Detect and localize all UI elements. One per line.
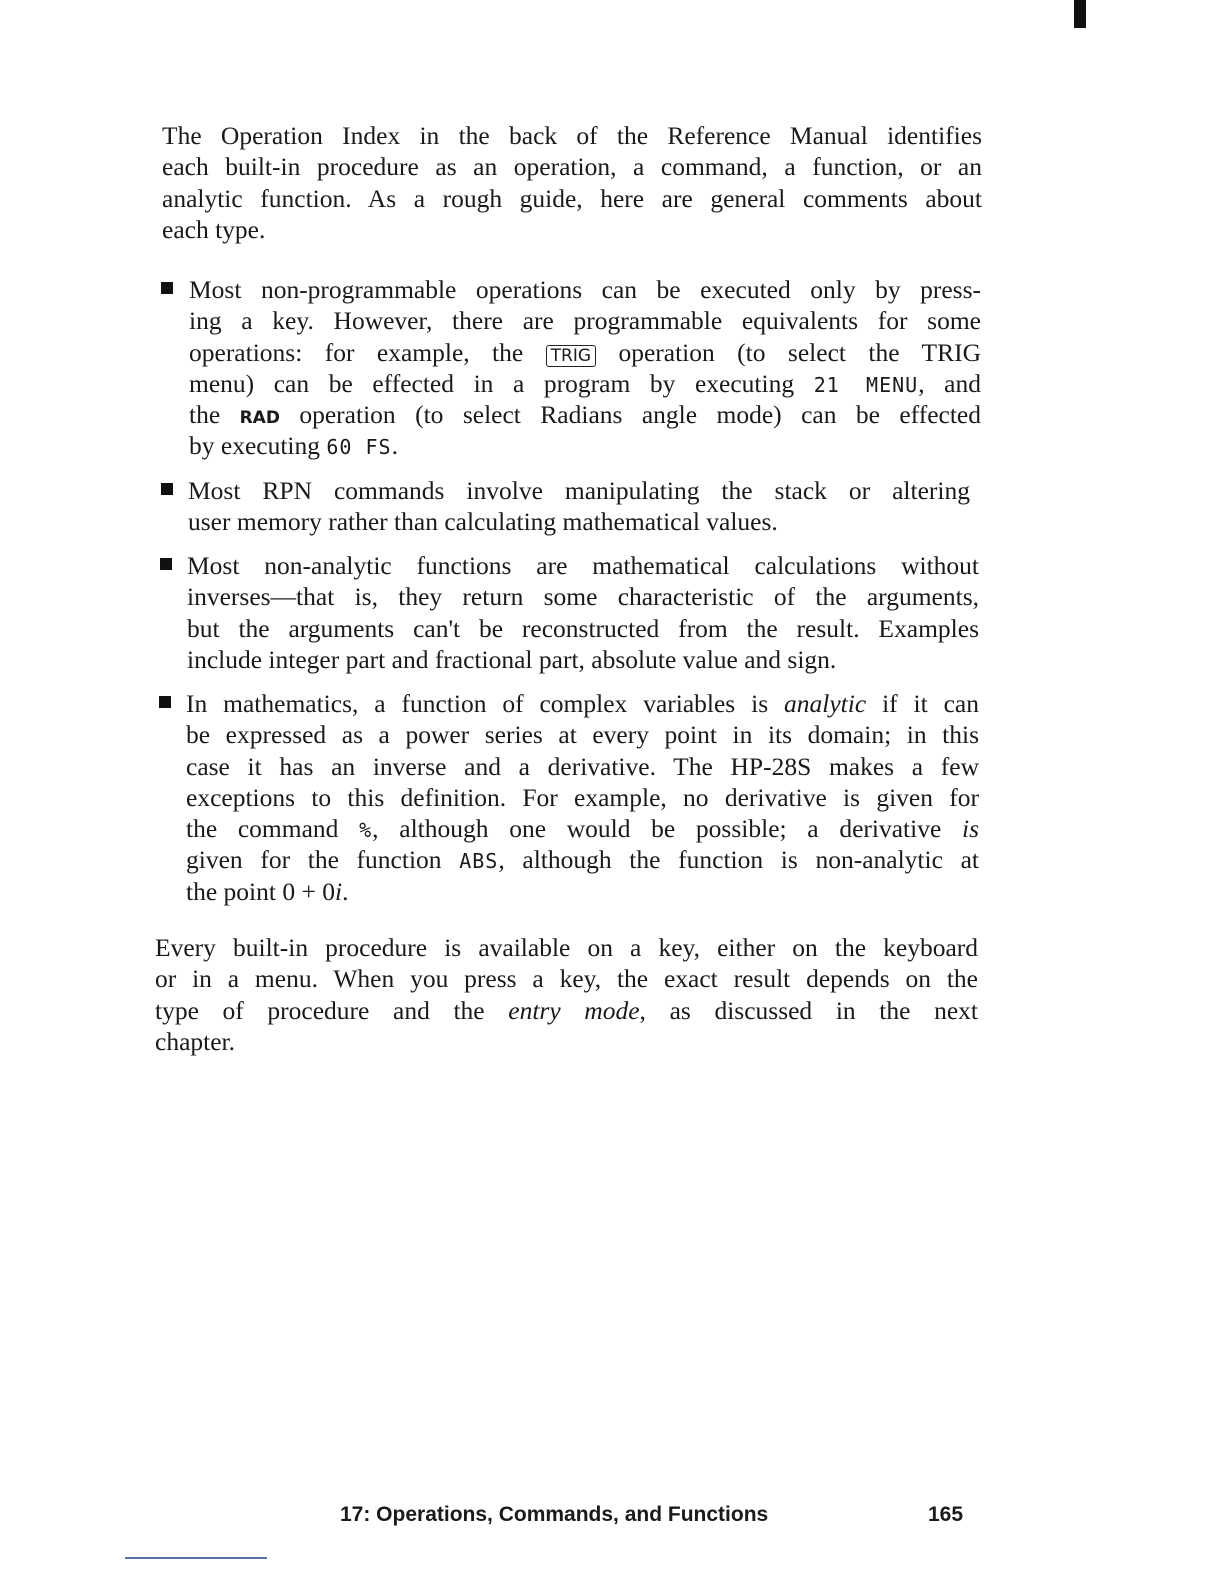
text-line — [187, 550, 979, 581]
text-run: exceptions to this definition. For example, no derivative is given for — [186, 782, 979, 812]
display-command: ABS — [459, 849, 499, 874]
text-run: operations: for example, the — [189, 337, 546, 367]
text-line — [155, 1026, 978, 1057]
text-run: operation (to select Radians angle mode) can be effected — [279, 400, 981, 430]
text-run: type of procedure and the — [155, 995, 509, 1025]
text-line — [186, 876, 979, 907]
text-line — [162, 183, 982, 214]
text-line — [187, 613, 979, 644]
text-line — [186, 782, 979, 813]
display-command: % — [359, 818, 373, 843]
text-run: i — [334, 876, 343, 906]
text-run: . — [391, 431, 398, 461]
display-command: 60 FS — [326, 435, 392, 460]
display-command: RAD — [239, 408, 280, 429]
text-line — [155, 995, 978, 1026]
text-run: analytic function. As a rough guide, here are general comments about — [162, 183, 982, 213]
text-line — [187, 644, 979, 675]
text-run: or in a menu. When you press a key, the exact result depends on the — [155, 964, 978, 994]
page-number: 165 — [928, 1503, 964, 1526]
text-run: , although the function is non-analytic at — [498, 845, 979, 875]
text-line — [162, 120, 982, 151]
text-run: Most RPN commands involve manipulating the stack or altering — [188, 476, 970, 505]
text-line — [188, 506, 970, 537]
chapter-footer: 17: Operations, Commands, and Functions — [340, 1503, 769, 1526]
text-line — [186, 813, 979, 844]
bottom-rule — [125, 1557, 267, 1559]
text-run: , as discussed in the next — [639, 995, 978, 1025]
bullet-icon — [160, 558, 172, 570]
bullet-item — [188, 475, 970, 538]
bullet-icon — [159, 696, 171, 708]
text-line — [189, 305, 981, 336]
bullet-item — [187, 550, 979, 675]
text-run: Most non-programmable operations can be executed only by press- — [189, 275, 981, 304]
text-run: but the arguments can't be reconstructed from the result. Examples — [187, 613, 979, 643]
text-run: operation (to select the TRIG — [596, 337, 981, 367]
text-run: the — [189, 400, 240, 430]
closing-paragraph — [155, 932, 978, 1057]
text-run: chapter. — [155, 1026, 235, 1056]
key-label: TRIG — [546, 345, 596, 367]
display-command: 21 MENU — [813, 372, 919, 397]
text-run: entry mode — [508, 995, 640, 1025]
text-line — [189, 430, 981, 461]
text-run: ing a key. However, there are programmable equivalents for some — [189, 306, 981, 336]
text-line — [186, 844, 979, 875]
bullet-item — [189, 274, 981, 462]
text-run: The Operation Index in the back of the Reference Manual identifies — [162, 121, 982, 150]
text-line — [162, 214, 982, 245]
text-line — [186, 751, 979, 782]
text-line — [189, 399, 981, 430]
bullet-icon — [161, 282, 173, 294]
text-run: Every built-in procedure is available on a key, either on the keyboard — [155, 933, 978, 962]
text-run: inverses—that is, they return some characteristic of the arguments, — [187, 582, 979, 612]
bullet-icon — [161, 483, 173, 495]
text-line — [187, 581, 979, 612]
text-run: include integer part and fractional part, absolute value and sign. — [187, 644, 837, 674]
text-run: is — [961, 814, 979, 844]
text-line — [186, 719, 979, 750]
text-run: each type. — [162, 214, 266, 244]
text-line — [189, 368, 981, 399]
text-line — [162, 151, 982, 182]
text-line — [188, 475, 970, 506]
text-line — [189, 337, 981, 368]
text-run: , although one would be possible; a derivative — [372, 814, 962, 844]
text-run: each built-in procedure as an operation, a command, a function, or an — [162, 152, 982, 182]
text-line — [186, 688, 979, 719]
text-run: Most non-analytic functions are mathematical calculations without — [187, 551, 979, 580]
text-run: , and — [918, 368, 981, 398]
text-run: by executing — [189, 431, 327, 461]
text-run: the point 0 + 0 — [186, 876, 335, 906]
text-run: the command — [186, 814, 360, 844]
text-run: . — [342, 876, 349, 906]
text-run: user memory rather than calculating mathematical values. — [188, 507, 778, 537]
text-line — [155, 963, 978, 994]
text-run: case it has an inverse and a derivative. The HP-28S makes a few — [186, 751, 979, 781]
text-run: given for the function — [186, 845, 460, 875]
text-run: In mathematics, a function of complex variables is — [186, 689, 785, 718]
text-run: analytic — [784, 689, 867, 718]
text-line — [155, 932, 978, 963]
bullet-item — [186, 688, 979, 907]
text-line — [189, 274, 981, 305]
intro-paragraph — [162, 120, 982, 245]
text-run: if it can — [866, 689, 979, 718]
text-run: menu) can be effected in a program by executing — [189, 368, 814, 398]
text-run: be expressed as a power series at every point in its domain; in this — [186, 720, 979, 750]
page-edge-mark — [1074, 0, 1086, 28]
